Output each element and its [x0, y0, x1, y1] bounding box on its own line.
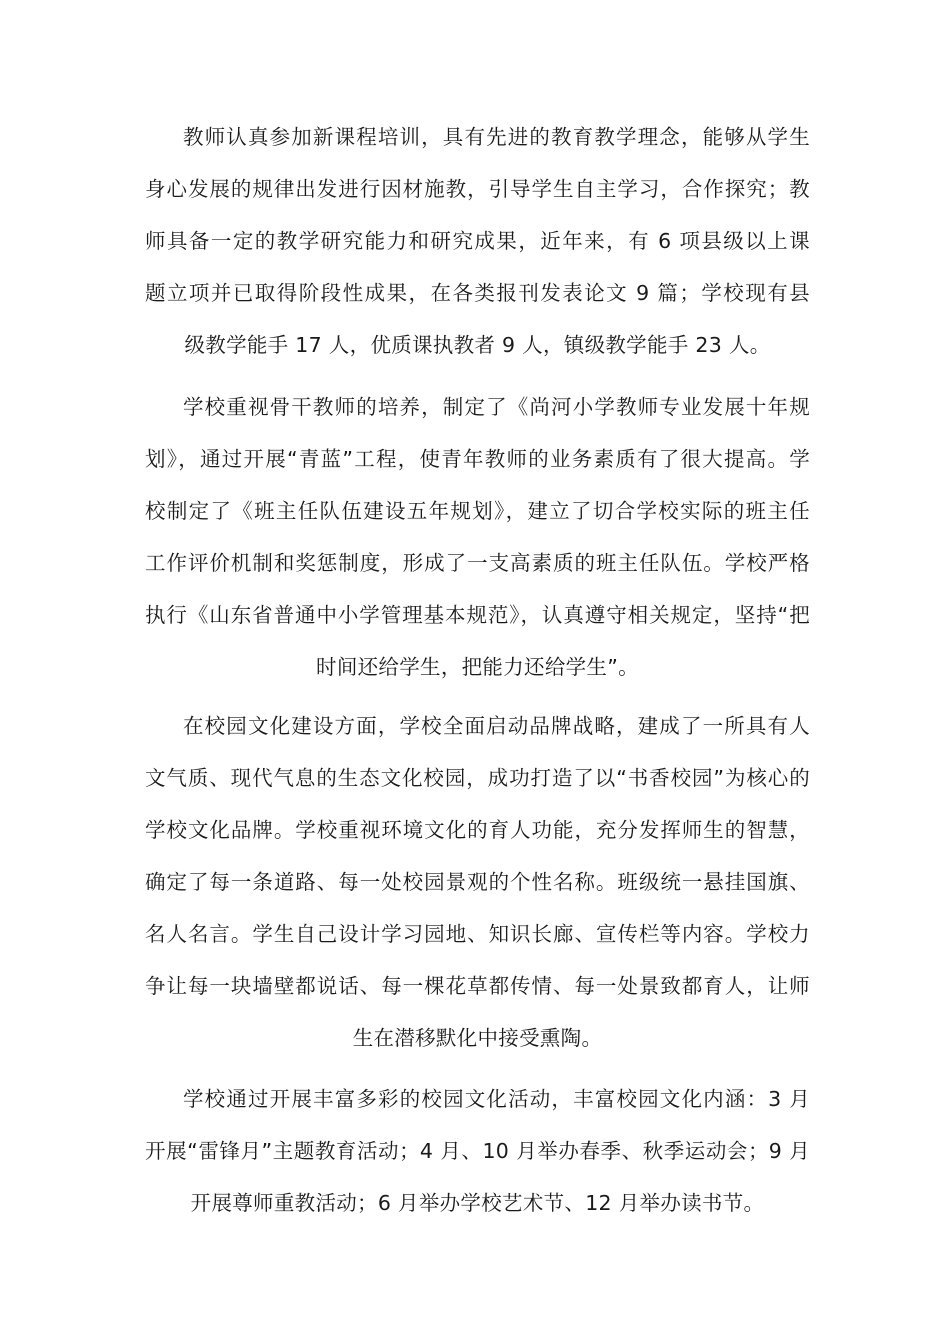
text-line: 生在潜移默化中接受熏陶。 [352, 1026, 603, 1050]
paragraph-campus-culture [145, 700, 810, 1064]
text-line: 题立项并已取得阶段性成果，在各类报刊发表论文 9 篇；学校现有县 [145, 281, 810, 305]
text-line: 学校重视骨干教师的培养，制定了《尚河小学教师专业发展十年规 [183, 395, 810, 419]
text-line: 校制定了《班主任队伍建设五年规划》，建立了切合学校实际的班主任 [145, 499, 810, 523]
text-line: 开展“雷锋月”主题教育活动；4 月、10 月举办春季、秋季运动会；9 月 [145, 1139, 810, 1163]
text-line: 工作评价机制和奖惩制度，形成了一支高素质的班主任队伍。学校严格 [145, 551, 810, 575]
text-line: 开展尊师重教活动；6 月举办学校艺术节、12 月举办读书节。 [190, 1191, 765, 1215]
text-line: 身心发展的规律出发进行因材施教，引导学生自主学习，合作探究；教 [145, 177, 810, 201]
text-line: 划》，通过开展“青蓝”工程，使青年教师的业务素质有了很大提高。学 [145, 447, 810, 471]
text-line: 时间还给学生，把能力还给学生”。 [316, 655, 639, 679]
paragraph-teacher-training [145, 111, 810, 371]
text-line: 教师认真参加新课程培训，具有先进的教育教学理念，能够从学生 [183, 125, 810, 149]
text-line: 级教学能手 17 人，优质课执教者 9 人，镇级教学能手 23 人。 [184, 333, 771, 357]
text-line: 确定了每一条道路、每一处校园景观的个性名称。班级统一悬挂国旗、 [145, 870, 810, 894]
paragraph-culture-activities [145, 1073, 810, 1229]
text-line: 师具备一定的教学研究能力和研究成果，近年来，有 6 项县级以上课 [145, 229, 810, 253]
paragraph-backbone-teachers [145, 381, 810, 693]
text-line: 争让每一块墙壁都说话、每一棵花草都传情、每一处景致都育人，让师 [145, 974, 810, 998]
text-line: 在校园文化建设方面，学校全面启动品牌战略，建成了一所具有人 [183, 714, 810, 738]
text-line: 学校通过开展丰富多彩的校园文化活动，丰富校园文化内涵：3 月 [183, 1087, 810, 1111]
text-line: 名人名言。学生自己设计学习园地、知识长廊、宣传栏等内容。学校力 [145, 922, 810, 946]
text-line: 文气质、现代气息的生态文化校园，成功打造了以“书香校园”为核心的 [145, 766, 810, 790]
text-line: 学校文化品牌。学校重视环境文化的育人功能，充分发挥师生的智慧， [145, 818, 810, 842]
text-line: 执行《山东省普通中小学管理基本规范》，认真遵守相关规定，坚持“把 [145, 603, 810, 627]
